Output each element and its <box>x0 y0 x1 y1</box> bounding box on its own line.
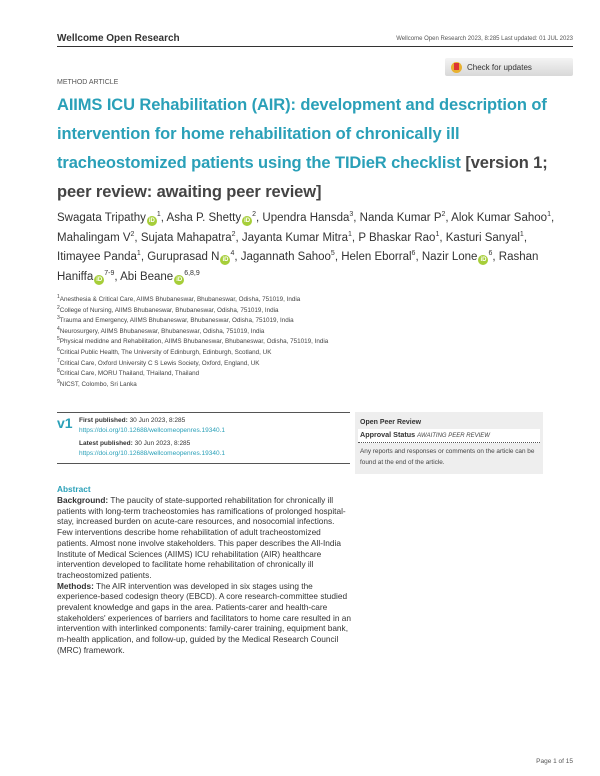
check-for-updates-button[interactable] <box>445 58 573 76</box>
author[interactable] <box>141 232 236 244</box>
affiliation-text: Anesthesia & Critical Care, AIIMS Bhubaneswar, Bhubaneswar, Odisha, 751019, India <box>59 296 301 303</box>
author[interactable] <box>358 232 439 244</box>
author-affiliation-ref: 6 <box>411 250 416 258</box>
author-affiliation-ref: 2 <box>252 211 257 219</box>
latest-published-label: Latest published: <box>79 440 133 448</box>
author-name: Kasturi Sanyal <box>445 231 520 244</box>
methods-label: Methods: <box>57 580 94 591</box>
author-affiliation-ref: 1 <box>435 230 440 238</box>
author[interactable] <box>262 212 353 224</box>
affiliation <box>57 369 573 380</box>
author-name: Guruprasad N <box>147 251 220 263</box>
affiliation-number: 3 <box>57 315 60 322</box>
title-text: AIIMS ICU Rehabilitation (AIR): development and description of intervention for home rehabilitation of chronically ill tracheostomized patients using the TIDieR checklist <box>57 96 547 172</box>
author-name: Helen Eborral <box>341 251 412 263</box>
author-name: Nazir Lone <box>421 251 478 263</box>
author-name: Rashan Haniffa <box>57 251 539 283</box>
peer-review-title: Open Peer Review <box>360 419 422 427</box>
author-name: Swagata Tripathy <box>57 212 146 224</box>
author-name: Alok Kumar Sahoo <box>451 212 548 224</box>
affiliation-number: 1 <box>57 293 60 300</box>
affiliation-number: 7 <box>57 357 60 364</box>
first-published-date: 30 Jun 2023, 8:285 <box>129 417 186 425</box>
affiliation-text: Critical Care, Oxford University C S Lewis Society, Oxford, England, UK <box>59 359 260 367</box>
affiliation-number: 8 <box>57 368 60 375</box>
background-text: The paucity of state-supported rehabilitation for chronically ill patients with long-term tracheostomies has ramifications of prolonged hospital-stay, increased burden on acute-care resources, and nosocomial infections. Few interventions describe home rehabilitation of adult tracheostomized patients. Almost none involve stakeholders. This paper describes the All-India Institute of Medical Sciences (AIIMS) ICU rehabilitation (AIR) healthcare intervention developed to facilitate home rehabilitation of chronically ill tracheostomized patients. <box>57 495 346 580</box>
affiliation-text: Critical Public Health, The University of Edinburgh, Edinburgh, Scotland, UK <box>59 348 272 356</box>
affiliation <box>57 359 573 370</box>
affiliation-text: Critical Care, MORU Thailand, THailand, Thailand <box>59 370 200 378</box>
author[interactable] <box>241 251 335 263</box>
author[interactable] <box>360 212 446 224</box>
affiliation-number: 4 <box>57 325 60 332</box>
orcid-icon[interactable]: iD <box>176 276 183 283</box>
author-affiliation-ref: 1 <box>519 230 524 238</box>
affiliation-number: 2 <box>57 304 60 311</box>
author-affiliation-ref: 1 <box>156 211 161 219</box>
author-name: Sujata Mahapatra <box>140 231 232 244</box>
affiliation <box>57 316 573 327</box>
author-name: Jayanta Kumar Mitra <box>241 231 349 244</box>
affiliation-text: College of Nursing, AIIMS Bhubaneswar, Bhubaneswar, Odisha, 751019, India <box>59 306 279 314</box>
article-info-row <box>57 412 573 655</box>
approval-status <box>358 429 540 443</box>
affiliation <box>57 295 573 306</box>
author-name: Nanda Kumar P <box>359 212 442 224</box>
first-doi-link[interactable]: https://doi.org/10.12688/wellcomeopenres.19340.1 <box>79 427 225 435</box>
author-affiliation-ref: 5 <box>330 250 335 258</box>
author[interactable] <box>57 232 134 244</box>
author-name: P Bhaskar Rao <box>358 231 436 244</box>
affiliation-text: NICST, Colombo, Sri Lanka <box>59 380 137 388</box>
journal-name: Wellcome Open Research <box>57 33 180 44</box>
affiliation <box>57 327 573 338</box>
citation-meta: Wellcome Open Research 2023, 8:285 Last updated: 01 JUL 2023 <box>396 36 573 42</box>
affiliation <box>57 306 573 317</box>
check-for-updates-label: Check for updates <box>467 62 532 72</box>
affiliation <box>57 348 573 359</box>
author[interactable] <box>451 212 551 224</box>
author-name: Jagannath Sahoo <box>240 251 331 263</box>
latest-published <box>79 439 350 459</box>
version-label: v1 <box>57 415 73 432</box>
affiliation-list <box>57 295 573 390</box>
author[interactable] <box>242 232 352 244</box>
open-peer-review-panel <box>355 412 543 474</box>
author-affiliation-ref: 7-9 <box>104 269 115 277</box>
author-list: Swagata Tripathy $iD^1$, Asha P. Shetty $iD^2$, Upendra Hansda$^3$, Nanda Kumar $P^2$, Alok Kumar Sahoo$^1$, Mahalingam $V^2$, Sujata Mahapatra$^2$, Jayanta Kumar Mitra$^1$, P Bhaskar Rao$^1$, Kasturi Sanyal$^1$, Itimayee Panda$^1$, Guruprasad N $iD^4$, Jagannath Sahoo$^5$, Helen Eborral$^6$, Nazir Lone $iD^6$, Rashan Haniffa $iD^{7-9}$, Abi Beane iD$^{6,8,9}$ <box>57 211 555 283</box>
author-affiliation-ref: 3 <box>349 211 354 219</box>
abstract <box>57 484 352 655</box>
latest-published-date: 30 Jun 2023, 8:285 <box>134 440 191 448</box>
approval-status-label: Approval Status <box>360 430 416 440</box>
left-column <box>57 412 352 655</box>
version-box <box>57 412 350 464</box>
latest-doi-link[interactable]: https://doi.org/10.12688/wellcomeopenres.19340.1 <box>79 450 225 458</box>
article-type: METHOD ARTICLE <box>57 79 119 86</box>
affiliation-text: Physical medidne and Rehabilitation, AIIMS Bhubaneswar, Bhubaneswar, Odisha, 751019, India <box>59 338 329 346</box>
author-affiliation-ref: 2 <box>231 230 236 238</box>
author-affiliation-ref: 1 <box>348 230 352 238</box>
peer-review-note: Any reports and responses or comments on the article can be found at the end of the article. <box>360 448 535 467</box>
author-affiliation-ref: 4 <box>230 250 235 258</box>
author-affiliation-ref: 6 <box>488 250 493 258</box>
first-published <box>79 416 350 436</box>
author[interactable] <box>57 251 141 263</box>
orcid-icon[interactable]: iD <box>480 257 487 263</box>
page-number: Page 1 of 15 <box>536 758 573 765</box>
orcid-icon[interactable]: iD <box>222 257 229 263</box>
author[interactable] <box>120 271 200 283</box>
orcid-icon[interactable]: iD <box>244 218 251 224</box>
article-title <box>57 91 573 207</box>
author[interactable] <box>167 212 257 224</box>
article-front-matter <box>57 78 573 656</box>
author-affiliation-ref: 6,8,9 <box>184 269 200 277</box>
author-name: Itimayee Panda <box>57 251 137 263</box>
version-note: [version 1; peer review: awaiting peer review] <box>57 154 548 201</box>
author[interactable] <box>341 251 415 263</box>
author-name: Abi Beane <box>120 270 174 283</box>
author[interactable] <box>446 232 524 244</box>
affiliation-number: 5 <box>57 336 60 343</box>
affiliation-number: 6 <box>57 346 60 353</box>
affiliation <box>57 337 573 348</box>
abstract-heading: Abstract <box>57 484 91 495</box>
author[interactable] <box>57 212 161 224</box>
author[interactable] <box>147 251 234 263</box>
background-label: Background: <box>57 495 109 506</box>
methods-text: The AIR intervention was developed in six stages using the experience-based codesign theory (EBCD). A core research-committee studied prevalent knowledge and gaps in the area. Patients-carer and health-care stakeholders' experiences of barriers and facilitators to home care resulted in an intervention with interlinked components: family-carer training, equipment bank, m-health application, and follow-up, guided by the Medical Research Council (MRC) framework. <box>57 580 351 655</box>
first-published-label: First published: <box>79 417 128 425</box>
orcid-icon[interactable]: iD <box>148 218 155 224</box>
author[interactable] <box>422 251 493 263</box>
author-affiliation-ref: 1 <box>136 250 141 258</box>
author-name: Mahalingam V <box>57 231 131 244</box>
affiliation-number: 9 <box>57 378 60 385</box>
author-affiliation-ref: 1 <box>547 211 551 219</box>
affiliation-text: Neurosurgery, AIIMS Bhubaneswar, Bhubaneswar, Odisha, 751019, India <box>59 327 265 335</box>
orcid-icon[interactable]: iD <box>96 276 103 283</box>
author-name: Upendra Hansda <box>262 212 350 224</box>
author-name: Asha P. Shetty <box>166 212 242 224</box>
author-affiliation-ref: 2 <box>441 211 446 219</box>
approval-status-value: AWAITING PEER REVIEW <box>417 433 490 440</box>
affiliation <box>57 380 573 391</box>
running-header <box>57 33 573 47</box>
affiliation-text: Trauma and Emergency, AIIMS Bhubaneswar, Bhubaneswar, Odisha, 751019, India <box>59 317 294 325</box>
author-affiliation-ref: 2 <box>130 230 135 238</box>
crossmark-icon <box>451 62 462 73</box>
